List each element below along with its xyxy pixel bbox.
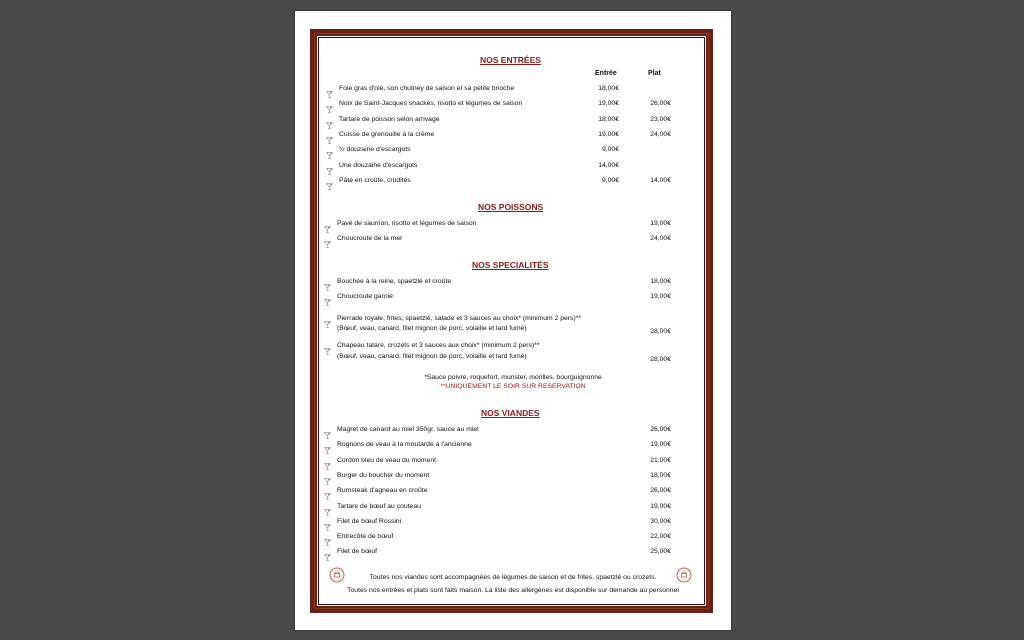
footer-accompaniment-note: Toutes nos viandes sont accompagnées de légumes de saison et de frites, spaetzlé ou crozets. [369, 574, 657, 581]
cocktail-glass-icon [324, 293, 331, 300]
entree-item-name: Cuisse de grenouille à la crème [339, 131, 435, 138]
column-header-entree: Entrée [595, 70, 617, 77]
reservation-note: **UNIQUEMENT LE SOIR SUR RESERVATION [440, 383, 586, 390]
cocktail-glass-icon [324, 518, 331, 525]
entree-price: 19,00€ [598, 100, 619, 107]
plat-price: 23,00€ [650, 116, 671, 123]
menu-page [295, 11, 731, 630]
cocktail-glass-icon [324, 342, 331, 349]
cocktail-glass-icon [326, 131, 333, 138]
cocktail-glass-icon [324, 441, 331, 448]
viande-item-name: Rumsteak d'agneau en croûte [337, 487, 428, 494]
sauce-note: *Sauce poivre, roquefort, munster, morilles, bourguignonne [424, 374, 602, 381]
cocktail-glass-icon [324, 487, 331, 494]
cocktail-glass-icon [326, 116, 333, 123]
entree-item-name: Noix de Saint-Jacques snackés, risotto et légumes de saison [339, 100, 523, 107]
plat-price: 26,00€ [650, 487, 671, 494]
entree-item-name: ½ douzaine d'escargots [339, 146, 411, 153]
viande-item-name: Magret de canard au miel 350gr, sauce au miel [337, 426, 479, 433]
specialite-item-name: Chapeau tatare, crozets et 3 sauces aux choix* (minimum 2 pers)** [337, 342, 540, 349]
plat-price: 25,00€ [650, 548, 671, 555]
plat-price: 28,00€ [650, 328, 671, 335]
plat-price: 19,00€ [650, 441, 671, 448]
cocktail-glass-icon [324, 472, 331, 479]
viande-item-name: Filet de bœuf [337, 548, 378, 555]
plat-price: 22,00€ [650, 533, 671, 540]
plat-price: 19,00€ [650, 293, 671, 300]
column-header-plat: Plat [648, 70, 661, 77]
specialite-item-detail: (Bœuf, veau, canard, filet mignon de porc, volaille et lard fumé) [337, 353, 527, 360]
plat-price: 24,00€ [650, 131, 671, 138]
section-title-specialites: NOS SPECIALITÉS [472, 260, 549, 270]
specialite-item-name: Bouchée à la reine, spaetzlé et croûte [337, 278, 452, 285]
cocktail-glass-icon [324, 220, 331, 227]
specialite-item-detail: (Bœuf, veau, canard, filet mignon de porc, volaille et lard fumé) [337, 325, 527, 332]
section-title-poissons: NOS POISSONS [478, 202, 544, 212]
section-title-viandes: NOS VIANDES [481, 408, 540, 418]
cocktail-glass-icon [324, 315, 331, 322]
entree-item-name: Foie gras d'oie, son chutney de saison et sa petite brioche [339, 85, 515, 92]
poisson-item-name: Pavé de saumon, risotto et légumes de saison [337, 220, 477, 227]
plat-price: 18,00€ [650, 472, 671, 479]
entree-price: 9,00€ [601, 177, 619, 184]
plat-price: 30,00€ [650, 518, 671, 525]
plat-price: 26,00€ [650, 100, 671, 107]
section-title-entrees: NOS ENTRÉES [480, 55, 541, 65]
poisson-item-name: Choucroute de la mer [337, 235, 403, 242]
plat-price: 14,00€ [650, 177, 671, 184]
plat-price: 26,00€ [650, 426, 671, 433]
entree-item-name: Une douzaine d'escargots [339, 162, 418, 169]
viande-item-name: Filet de bœuf Rossini [337, 518, 402, 525]
entree-price: 9,00€ [601, 146, 619, 153]
cocktail-glass-icon [324, 457, 331, 464]
viande-item-name: Entrecôte de bœuf [337, 533, 394, 540]
specialite-item-name: Choucroute garnie [337, 293, 393, 300]
specialite-item-name: Pierrade royale, frites, spaetzlé, salade et 3 sauces au choix* (minimum 2 pers)** [337, 315, 582, 322]
entree-price: 18,00€ [598, 116, 619, 123]
plat-price: 18,00€ [650, 278, 671, 285]
viande-item-name: Tartare de bœuf au couteau [337, 503, 421, 510]
entree-item-name: Pâté en croûte, crudités [339, 177, 411, 184]
plat-price: 24,00€ [650, 235, 671, 242]
viande-item-name: Cordon bleu de veau du moment [337, 457, 436, 464]
cocktail-glass-icon [324, 278, 331, 285]
plat-price: 19,00€ [650, 220, 671, 227]
entree-price: 18,00€ [598, 85, 619, 92]
cocktail-glass-icon [326, 85, 333, 92]
cocktail-glass-icon [324, 426, 331, 433]
viande-item-name: Rognons de veau à la moutarde à l'ancienne [337, 441, 472, 448]
plat-price: 21,00€ [650, 457, 671, 464]
entree-item-name: Tartare de poisson selon arrivage [339, 116, 440, 123]
viande-item-name: Burger du boucher du moment [337, 472, 430, 479]
entree-price: 19,00€ [598, 131, 619, 138]
cocktail-glass-icon [324, 533, 331, 540]
cocktail-glass-icon [326, 162, 333, 169]
cocktail-glass-icon [326, 100, 333, 107]
cocktail-glass-icon [324, 235, 331, 242]
entree-price: 14,00€ [598, 162, 619, 169]
cocktail-glass-icon [324, 503, 331, 510]
cocktail-glass-icon [326, 146, 333, 153]
cocktail-glass-icon [326, 177, 333, 184]
cocktail-glass-icon [324, 548, 331, 555]
plat-price: 28,00€ [650, 356, 671, 363]
plat-price: 19,00€ [650, 503, 671, 510]
footer-allergen-note: Toutes nos entrées et plats sont faits maison. La liste des allergènes est disponible sur demande au personnel [347, 587, 679, 594]
